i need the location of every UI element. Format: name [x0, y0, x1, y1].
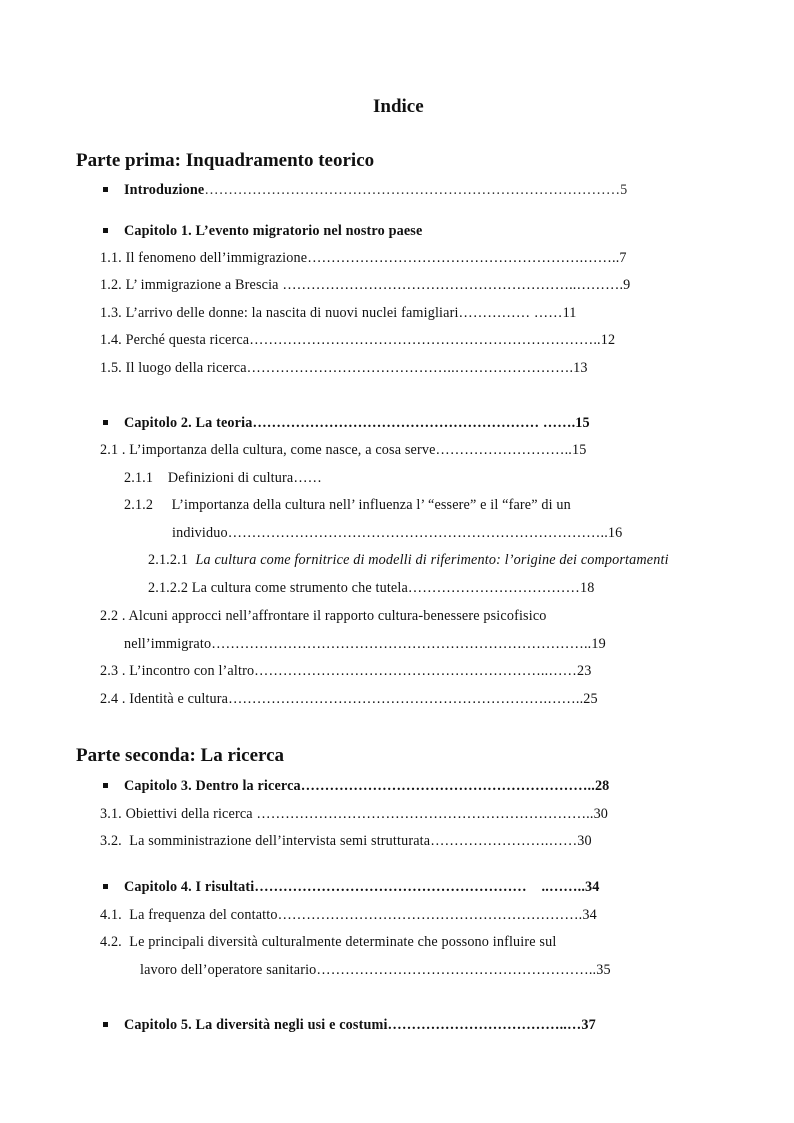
bullet-icon	[103, 420, 108, 425]
toc-entry-2-1-2[interactable]: 2.1.2 L’importanza della cultura nell’ influenza l’ “essere” e il “fare” di un	[124, 497, 571, 513]
bullet-icon	[103, 783, 108, 788]
part-one-heading: Parte prima: Inquadramento teorico	[76, 150, 375, 171]
toc-entry-2-3[interactable]: 2.3 . L’incontro con l’altro……………………………………………………..……23	[100, 663, 592, 679]
toc-entry-number: 2.1.2.1	[148, 552, 189, 568]
toc-entry-introduzione[interactable]	[124, 182, 627, 199]
toc-entry-label: La cultura come fornitrice di modelli di riferimento: l’origine dei comportamenti	[195, 552, 669, 568]
toc-entry-3-1[interactable]: 3.1. Obiettivi della ricerca ……………………………………………………………..30	[100, 806, 609, 822]
toc-entry-2-1-2-2[interactable]: 2.1.2.2 La cultura come strumento che tutela………………………………18	[148, 580, 595, 596]
toc-entry-4-1[interactable]: 4.1. La frequenza del contatto……………………………………………………….34	[100, 907, 597, 923]
toc-chapter-4[interactable]: Capitolo 4. I risultati………………………………………………… ..……..34	[124, 879, 600, 895]
toc-entry-1-5[interactable]: 1.5. Il luogo della ricerca……………………………………..…………………….13	[100, 360, 588, 376]
toc-entry-4-2[interactable]: 4.2. Le principali diversità culturalmente determinate che possono influire sul	[100, 934, 557, 950]
toc-entry-1-1[interactable]: 1.1. Il fenomeno dell’immigrazione………………………………………………….……..7	[100, 250, 627, 266]
bullet-icon	[103, 187, 108, 192]
toc-entry-2-2[interactable]: 2.2 . Alcuni approcci nell’affrontare il rapporto cultura-benessere psicofisico	[100, 608, 547, 624]
toc-chapter-3[interactable]: Capitolo 3. Dentro la ricerca……………………………………………………..28	[124, 778, 610, 794]
toc-entry-3-2[interactable]: 3.2. La somministrazione dell’intervista semi strutturata…………………….……30	[100, 833, 592, 849]
toc-entry-1-3[interactable]: 1.3. L’arrivo delle donne: la nascita di nuovi nuclei famigliari…………… ……11	[100, 305, 577, 321]
part-two-heading: Parte seconda: La ricerca	[76, 745, 285, 766]
toc-entry-leader: ……………………………………………………………………………5	[204, 182, 628, 198]
bullet-icon	[103, 228, 108, 233]
page-title: Indice	[373, 96, 424, 117]
toc-chapter-5[interactable]: Capitolo 5. La diversità negli usi e costumi………………………………..…37	[124, 1017, 596, 1033]
toc-chapter-1[interactable]: Capitolo 1. L’evento migratorio nel nostro paese	[124, 223, 423, 239]
toc-entry-2-1-2-1[interactable]	[148, 552, 669, 569]
toc-entry-4-2-cont[interactable]: lavoro dell’operatore sanitario…………………………………………………..35	[140, 962, 611, 978]
toc-entry-1-2[interactable]: 1.2. L’ immigrazione a Brescia ……………………………………………………..……….9	[100, 277, 631, 293]
bullet-icon	[103, 1022, 108, 1027]
toc-entry-2-2-cont[interactable]: nell’immigrato……………………………………………………………………..19	[124, 636, 606, 652]
toc-entry-2-1[interactable]: 2.1 . L’importanza della cultura, come nasce, a cosa serve………………………..15	[100, 442, 587, 458]
toc-entry-2-4[interactable]: 2.4 . Identità e cultura………………………………………………………….……..25	[100, 691, 598, 707]
toc-entry-label: Introduzione	[124, 182, 205, 198]
toc-entry-1-4[interactable]: 1.4. Perché questa ricerca………………………………………………………………..12	[100, 332, 616, 348]
bullet-icon	[103, 884, 108, 889]
toc-entry-2-1-1[interactable]: 2.1.1 Definizioni di cultura……	[124, 470, 323, 486]
toc-entry-2-1-2-cont[interactable]: individuo……………………………………………………………………..16	[172, 525, 623, 541]
toc-chapter-2[interactable]: Capitolo 2. La teoria…………………………………………………… …….15	[124, 415, 590, 431]
